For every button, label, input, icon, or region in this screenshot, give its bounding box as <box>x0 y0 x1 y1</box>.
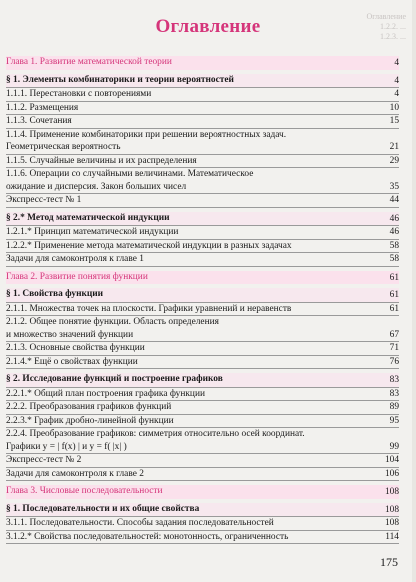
toc-entry-title: 1.1.3. Сочетания <box>6 116 72 126</box>
toc-entry-page: 108 <box>384 487 399 497</box>
toc-entry-page: 61 <box>389 303 399 314</box>
toc-entry-page: 61 <box>389 290 399 300</box>
toc-entry-page: 89 <box>389 402 399 412</box>
toc-entry-title: Задачи для самоконтроля к главе 2 <box>6 468 144 479</box>
toc-entry-page: 108 <box>384 504 399 515</box>
toc-entry-title: § 2.* Метод математической индукции <box>6 212 170 223</box>
toc-entry-title: 2.2.2. Преобразования графиков функций <box>6 402 172 412</box>
toc-entry-page: 83 <box>389 388 399 399</box>
table-of-contents <box>6 52 399 545</box>
toc-entry-title: 2.2.3.* График дробно-линейной функции <box>6 415 174 426</box>
toc-row[interactable] <box>6 416 399 429</box>
toc-chapter-row[interactable] <box>6 56 399 70</box>
toc-row[interactable] <box>6 330 399 343</box>
toc-entry-page: 15 <box>389 116 399 126</box>
toc-entry-title: 2.1.4.* Ещё о свойствах функции <box>6 356 138 367</box>
toc-row[interactable] <box>6 241 399 254</box>
toc-entry-page: 67 <box>389 329 399 340</box>
toc-entry-title: § 1. Свойства функции <box>6 289 104 299</box>
toc-entry-title: 1.1.5. Случайные величины и их распределения <box>6 155 197 166</box>
toc-row[interactable] <box>6 402 399 415</box>
toc-row[interactable] <box>6 442 399 455</box>
toc-row[interactable] <box>6 156 399 169</box>
toc-row[interactable] <box>6 343 399 356</box>
toc-entry-title: § 1. Элементы комбинаторики и теории вероятностей <box>6 74 234 85</box>
toc-entry-title: 1.2.1.* Принцип математической индукции <box>6 227 179 237</box>
toc-entry-page: 10 <box>389 102 399 113</box>
toc-entry-page: 114 <box>385 531 399 542</box>
toc-entry-title: Глава 3. Числовые последовательности <box>6 486 163 496</box>
toc-entry-page: 61 <box>389 272 399 283</box>
toc-section-row[interactable] <box>6 212 399 227</box>
toc-entry-title: ожидание и дисперсия. Закон больших чисел <box>6 181 187 192</box>
toc-row[interactable] <box>6 130 399 142</box>
toc-row[interactable] <box>6 518 399 531</box>
toc-entry-page: 71 <box>389 343 399 353</box>
toc-entry-title: Геометрическая вероятность <box>6 142 121 152</box>
toc-entry-title: 1.1.2. Размещения <box>6 102 79 113</box>
toc-entry-title: Экспресс-тест № 2 <box>6 455 82 465</box>
toc-entry-title: 2.1.2. Общее понятие функции. Область определения <box>6 317 219 327</box>
toc-row[interactable] <box>6 182 399 195</box>
toc-entry-page: 58 <box>389 240 399 251</box>
page-edge <box>412 0 416 582</box>
toc-entry-title: 2.2.1.* Общий план построения графика функции <box>6 388 205 399</box>
toc-row[interactable] <box>6 304 399 317</box>
toc-entry-title: § 2. Исследование функций и построение графиков <box>6 374 223 384</box>
toc-row[interactable] <box>6 89 399 102</box>
toc-entry-page: 21 <box>389 142 399 152</box>
toc-entry-title: 1.1.6. Операции со случайными величинами. Математическое <box>6 169 254 179</box>
toc-row[interactable] <box>6 429 399 441</box>
toc-row[interactable] <box>6 116 399 129</box>
toc-row[interactable] <box>6 254 399 267</box>
toc-section-row[interactable] <box>6 503 399 518</box>
toc-row[interactable] <box>6 357 399 370</box>
toc-entry-title: 1.1.1. Перестановки с повторениями <box>6 89 152 99</box>
toc-entry-page: 29 <box>389 155 399 166</box>
toc-row[interactable] <box>6 227 399 240</box>
page-title: Оглавление <box>155 16 261 37</box>
toc-entry-page: 99 <box>389 441 399 452</box>
toc-entry-title: 2.1.3. Основные свойства функции <box>6 343 145 353</box>
toc-entry-title: Графики y = | f(x) | и y = f( |x| ) <box>6 441 127 452</box>
toc-row[interactable] <box>6 532 399 545</box>
toc-section-row[interactable] <box>6 74 399 89</box>
toc-entry-page: 46 <box>389 213 399 224</box>
toc-row[interactable] <box>6 455 399 468</box>
toc-row[interactable] <box>6 195 399 208</box>
toc-entry-title: и множество значений функции <box>6 329 134 340</box>
toc-entry-page: 104 <box>384 455 399 465</box>
toc-entry-page: 108 <box>384 518 399 528</box>
page-number: 175 <box>380 555 398 569</box>
toc-entry-page: 4 <box>394 75 399 86</box>
toc-entry-page: 4 <box>394 58 399 68</box>
toc-section-row[interactable] <box>6 288 399 303</box>
toc-chapter-row[interactable] <box>6 485 399 499</box>
toc-entry-title: 3.1.1. Последовательности. Способы задания последовательностей <box>6 518 274 528</box>
toc-entry-title: Глава 1. Развитие математической теории <box>6 57 172 67</box>
toc-entry-title: Задачи для самоконтроля к главе 1 <box>6 254 144 264</box>
toc-entry-title: 2.2.4. Преобразование графиков: симметрия относительно осей координат. <box>6 429 305 439</box>
toc-row[interactable] <box>6 169 399 181</box>
toc-entry-title: 2.1.1. Множества точек на плоскости. Графики уравнений и неравенств <box>6 303 292 314</box>
toc-row[interactable] <box>6 469 399 482</box>
bleed-through-text: Оглавление 1.2.2. ... 1.2.3. ... <box>366 12 406 41</box>
toc-entry-title: 3.1.2.* Свойства последовательностей: монотонность, ограниченность <box>6 531 289 542</box>
toc-row[interactable] <box>6 103 399 116</box>
toc-row[interactable] <box>6 389 399 402</box>
toc-entry-page: 106 <box>384 468 399 479</box>
toc-row[interactable] <box>6 142 399 155</box>
toc-entry-page: 35 <box>389 181 399 192</box>
toc-entry-page: 95 <box>389 415 399 426</box>
toc-entry-title: 1.2.2.* Применение метода математической индукции в разных задачах <box>6 240 292 251</box>
toc-entry-page: 4 <box>394 89 399 99</box>
toc-chapter-row[interactable] <box>6 271 399 285</box>
toc-entry-title: Экспресс-тест № 1 <box>6 195 82 205</box>
toc-entry-page: 46 <box>389 227 399 237</box>
toc-entry-page: 58 <box>389 254 399 264</box>
toc-row[interactable] <box>6 317 399 329</box>
toc-entry-page: 76 <box>389 356 399 367</box>
toc-entry-page: 83 <box>389 375 399 385</box>
toc-entry-title: Глава 2. Развитие понятия функции <box>6 271 148 282</box>
toc-entry-title: 1.1.4. Применение комбинаторики при решении вероятностных задач. <box>6 129 287 140</box>
toc-section-row[interactable] <box>6 373 399 388</box>
toc-entry-title: § 1. Последовательности и их общие свойства <box>6 503 200 514</box>
toc-entry-page: 44 <box>389 195 399 205</box>
